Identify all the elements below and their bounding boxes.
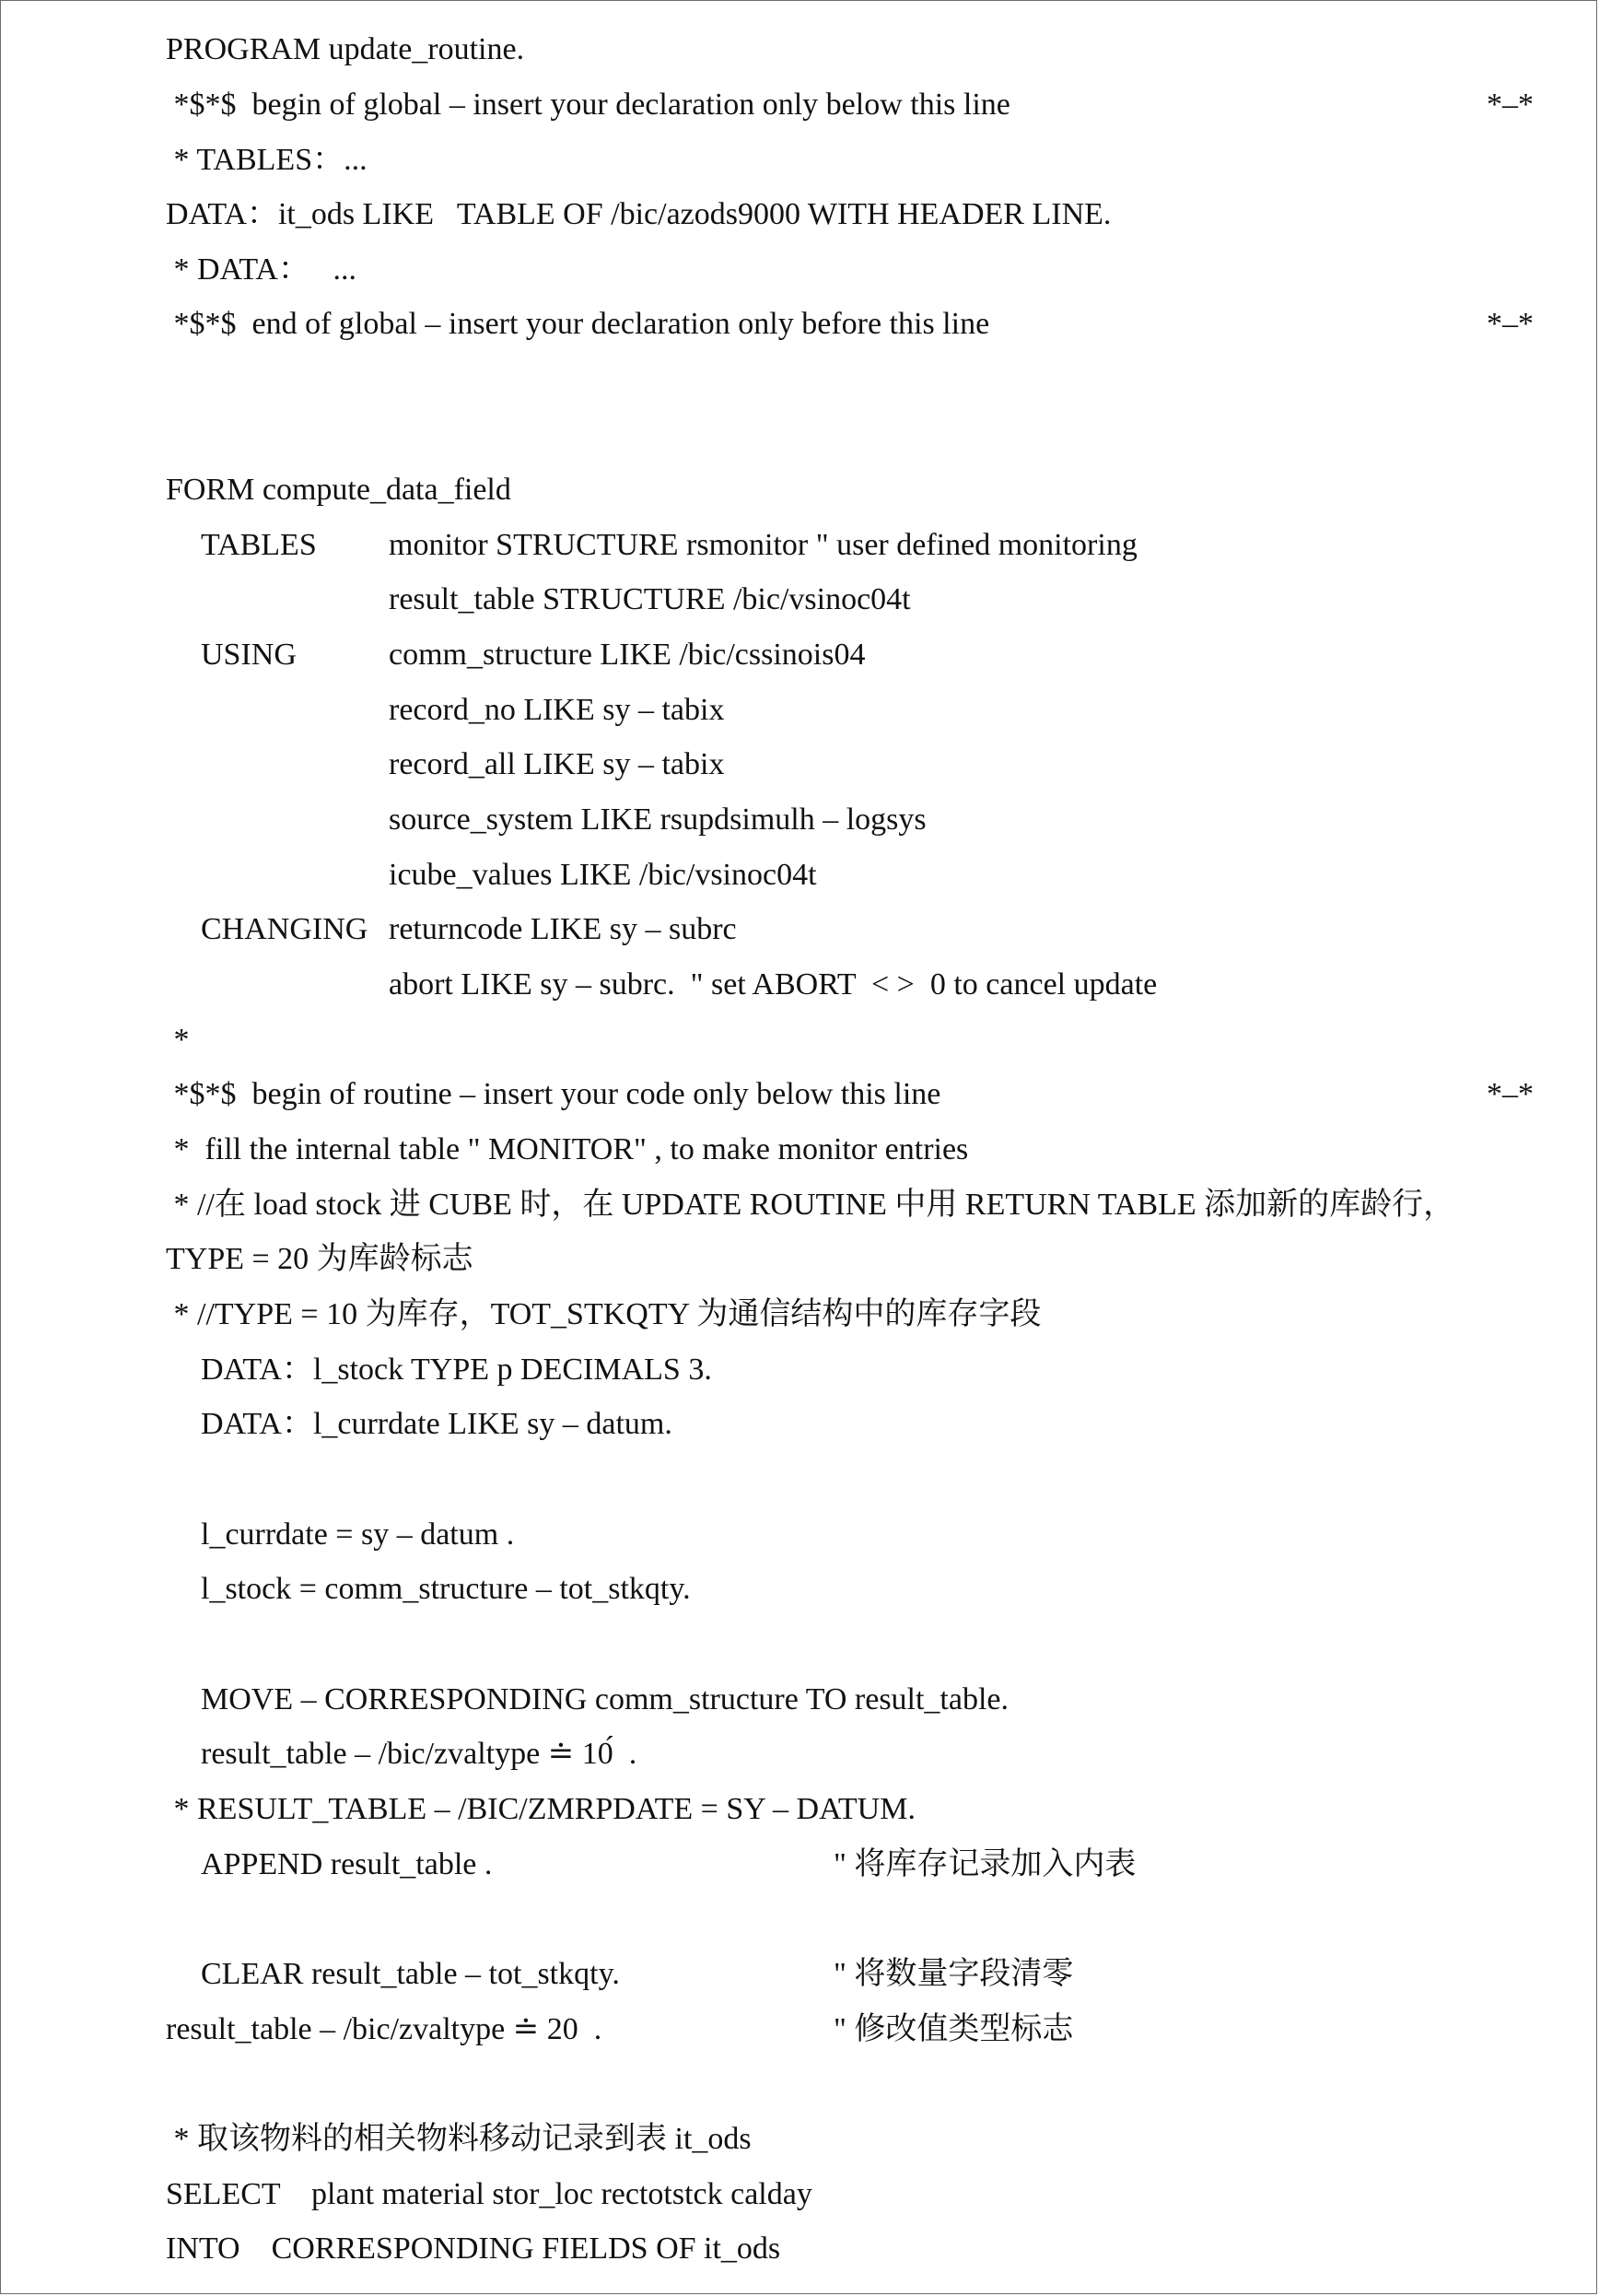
code-line: * fill the internal table " MONITOR" , to make monitor entries — [166, 1132, 969, 1166]
code-comment: " 将库存记录加入内表 — [834, 1847, 1137, 1881]
code-line: FORM compute_data_field — [166, 473, 511, 507]
code-keyword: CHANGING — [201, 912, 368, 946]
end-marker: *–* — [1487, 307, 1534, 341]
code-line: * 取该物料的相关物料移动记录到表 it_ods — [166, 2122, 752, 2156]
code-line: CLEAR result_table – tot_stkqty. — [201, 1957, 620, 1991]
code-line: PROGRAM update_routine. — [166, 32, 525, 66]
code-line: MOVE – CORRESPONDING comm_structure TO result_table. — [201, 1682, 1010, 1716]
code-line: source_system LIKE rsupdsimulh – logsys — [389, 802, 927, 837]
code-line: * TABLES：... — [166, 143, 368, 177]
code-line: DATA：l_currdate LIKE sy – datum. — [201, 1407, 672, 1441]
code-line: *$*$ begin of routine – insert your code only below this line — [166, 1077, 941, 1111]
code-line: * RESULT_TABLE – /BIC/ZMRPDATE = SY – DATUM. — [166, 1792, 916, 1826]
end-marker: *–* — [1487, 88, 1534, 122]
code-line: INTO CORRESPONDING FIELDS OF it_ods — [166, 2232, 781, 2266]
code-line: result_table – /bic/zvaltype ≐ 20 . — [166, 2012, 602, 2046]
code-line: *$*$ end of global – insert your declaration only before this line — [166, 307, 990, 341]
code-line: result_table STRUCTURE /bic/vsinoc04t — [389, 582, 911, 616]
code-comment: " 修改值类型标志 — [834, 2012, 1074, 2046]
code-comment: " 将数量字段清零 — [834, 1957, 1074, 1991]
code-line: SELECT plant material stor_loc rectotstck calday — [166, 2177, 812, 2211]
code-line: result_table – /bic/zvaltype ≐ 10́ . — [201, 1737, 637, 1771]
code-line: record_all LIKE sy – tabix — [389, 747, 725, 781]
code-line: * //在 load stock 进 CUBE 时，在 UPDATE ROUTINE 中用 RETURN TABLE 添加新的库龄行， — [166, 1188, 1455, 1222]
code-line: APPEND result_table . — [201, 1847, 493, 1881]
code-line: DATA：l_stock TYPE p DECIMALS 3. — [201, 1353, 712, 1387]
code-line: * DATA： ... — [166, 252, 356, 287]
code-line: DATA：it_ods LIKE TABLE OF /bic/azods9000 WITH HEADER LINE. — [166, 197, 1112, 231]
code-line: l_stock = comm_structure – tot_stkqty. — [201, 1572, 691, 1606]
code-line: comm_structure LIKE /bic/cssinois04 — [389, 638, 866, 672]
code-keyword: TABLES — [201, 528, 317, 562]
code-line: monitor STRUCTURE rsmonitor " user defined monitoring — [389, 528, 1138, 562]
code-line: abort LIKE sy – subrc. " set ABORT < > 0 to cancel update — [389, 967, 1158, 1002]
code-keyword: USING — [201, 638, 297, 672]
code-line: l_currdate = sy – datum . — [201, 1517, 515, 1552]
code-line: record_no LIKE sy – tabix — [389, 693, 725, 727]
code-line: TYPE = 20 为库龄标志 — [166, 1242, 473, 1276]
end-marker: *–* — [1487, 1077, 1534, 1111]
code-line: returncode LIKE sy – subrc — [389, 912, 737, 946]
code-line: icube_values LIKE /bic/vsinoc04t — [389, 858, 817, 892]
code-line: *$*$ begin of global – insert your declaration only below this line — [166, 88, 1010, 122]
code-line: * — [166, 1023, 190, 1057]
code-line: * //TYPE = 10 为库存，TOT_STKQTY 为通信结构中的库存字段 — [166, 1297, 1042, 1331]
